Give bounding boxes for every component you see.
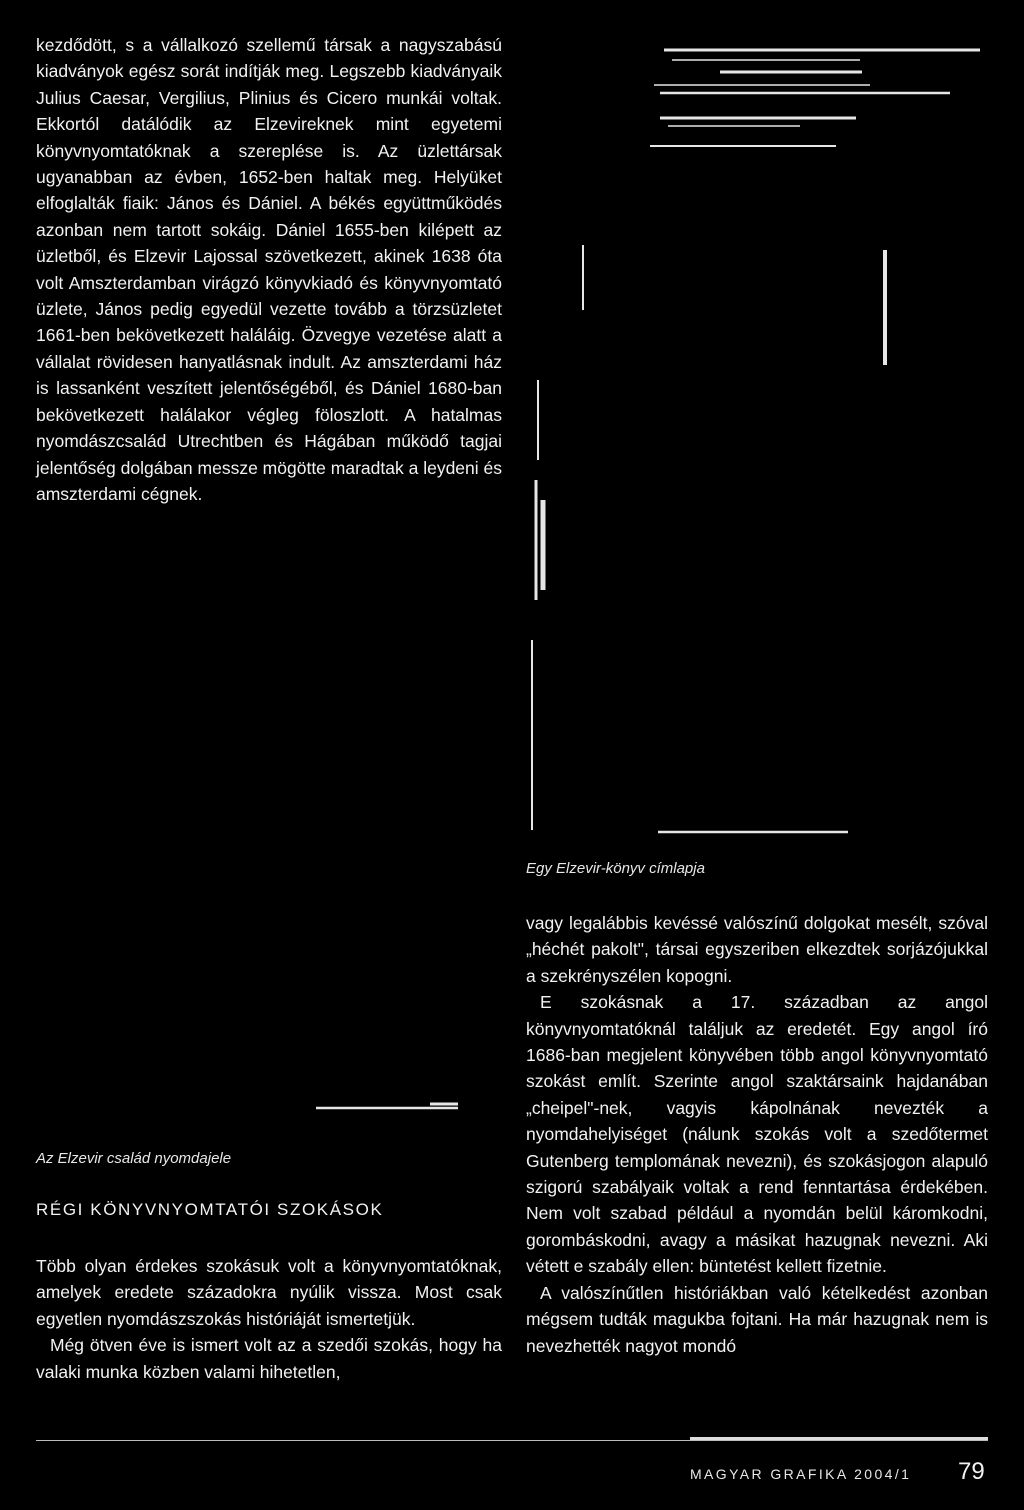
right-column: [526, 910, 988, 1359]
figure-caption-title-page: Egy Elzevir-könyv címlapja: [526, 860, 705, 877]
title-page-image: [532, 50, 980, 832]
body-paragraph: A valószínűtlen históriákban való kételkedést azonban mégsem tudták magukba fojtani. Ha már hazugnak nem is nevezhették nagyot mondó: [526, 1282, 988, 1356]
body-paragraph: Több olyan érdekes szokásuk volt a könyvnyomtatóknak, amelyek eredete századokra nyúlik vissza. Most csak egyetlen nyomdászszokás históriáját ismertetjük.: [36, 1256, 502, 1329]
magazine-name: MAGYAR GRAFIKA 2004/1: [690, 1466, 912, 1482]
figure-caption-printers-mark: Az Elzevir család nyomdajele: [36, 1150, 232, 1167]
body-paragraph: E szokásnak a 17. században az angol könyvnyomtatóknál találjuk az eredetét. Egy angol író 1686-ban megjelent könyvében több angol könyvnyomtató szokást említ. Szerinte angol szaktársaink hajdanában „cheipel"-nek, vagyis kápolnának nevezték a nyomdahelyiséget (nálunk szokás volt a szedőtermet Gutenberg templomának nevezni), és szokásjogon alapuló szigorú szabályaik voltak a rend fenntartása érdekében. Nem volt szabad például a nyomdán belül káromkodni, gorombáskodni, avagy a másikat hazugnak nevezni. Aki vétett e szabály ellen: büntetést kellett fizetnie.: [526, 992, 988, 1277]
page-number: 79: [958, 1458, 985, 1485]
footer-rule-accent: [690, 1437, 988, 1440]
footer-rule: [36, 1440, 988, 1441]
body-paragraph: vagy legalábbis kevéssé valószínű dolgokat mesélt, szóval „héchét pakolt", társai egyszeriben elkezdtek sorjázójukkal a szekrényszélen kopogni.: [526, 913, 988, 986]
body-paragraph: kezdődött, s a vállalkozó szellemű társak a nagyszabású kiadványok egész sorát indítják meg. Legszebb kiadványaik Julius Caesar, Vergilius, Plinius és Cicero munkái voltak. Ekkortól datálódik az Elzevireknek mint egyetemi könyvnyomtatóknak a szereplése is. Az üzlettársak ugyanabban az évben, 1652-ben haltak meg. Helyüket elfoglalták fiaik: János és Dániel. A békés együttműködés azonban nem tartott sokáig. Dániel 1655-ben kilépett az üzletből, és Elzevir Lajossal szövetkezett, akinek 1638 óta volt Amszterdamban virágzó könyvkiadó és könyvnyomtató üzlete, János pedig egyedül vezette tovább a törzsüzletet 1661-ben bekövetkezett haláláig. Özvegye vezetése alatt a vállalat rövidesen hanyatlásnak indult. Az amszterdami ház is lassanként veszített jelentőségéből, és Dániel 1680-ban bekövetkezett halálakor végleg föloszlott. A hatalmas nyomdászcsalád Utrechtben és Hágában működő tagjai jelentőség dolgában messze mögötte maradtak a leydeni és amszterdami cégnek.: [36, 35, 502, 504]
printers-mark-image: [316, 1104, 458, 1108]
left-column-bottom: [36, 1253, 502, 1385]
body-paragraph: Még ötven éve is ismert volt az a szedői szokás, hogy ha valaki munka közben valami hihetetlen,: [36, 1335, 502, 1382]
section-heading: RÉGI KÖNYVNYOMTATÓI SZOKÁSOK: [36, 1200, 384, 1219]
